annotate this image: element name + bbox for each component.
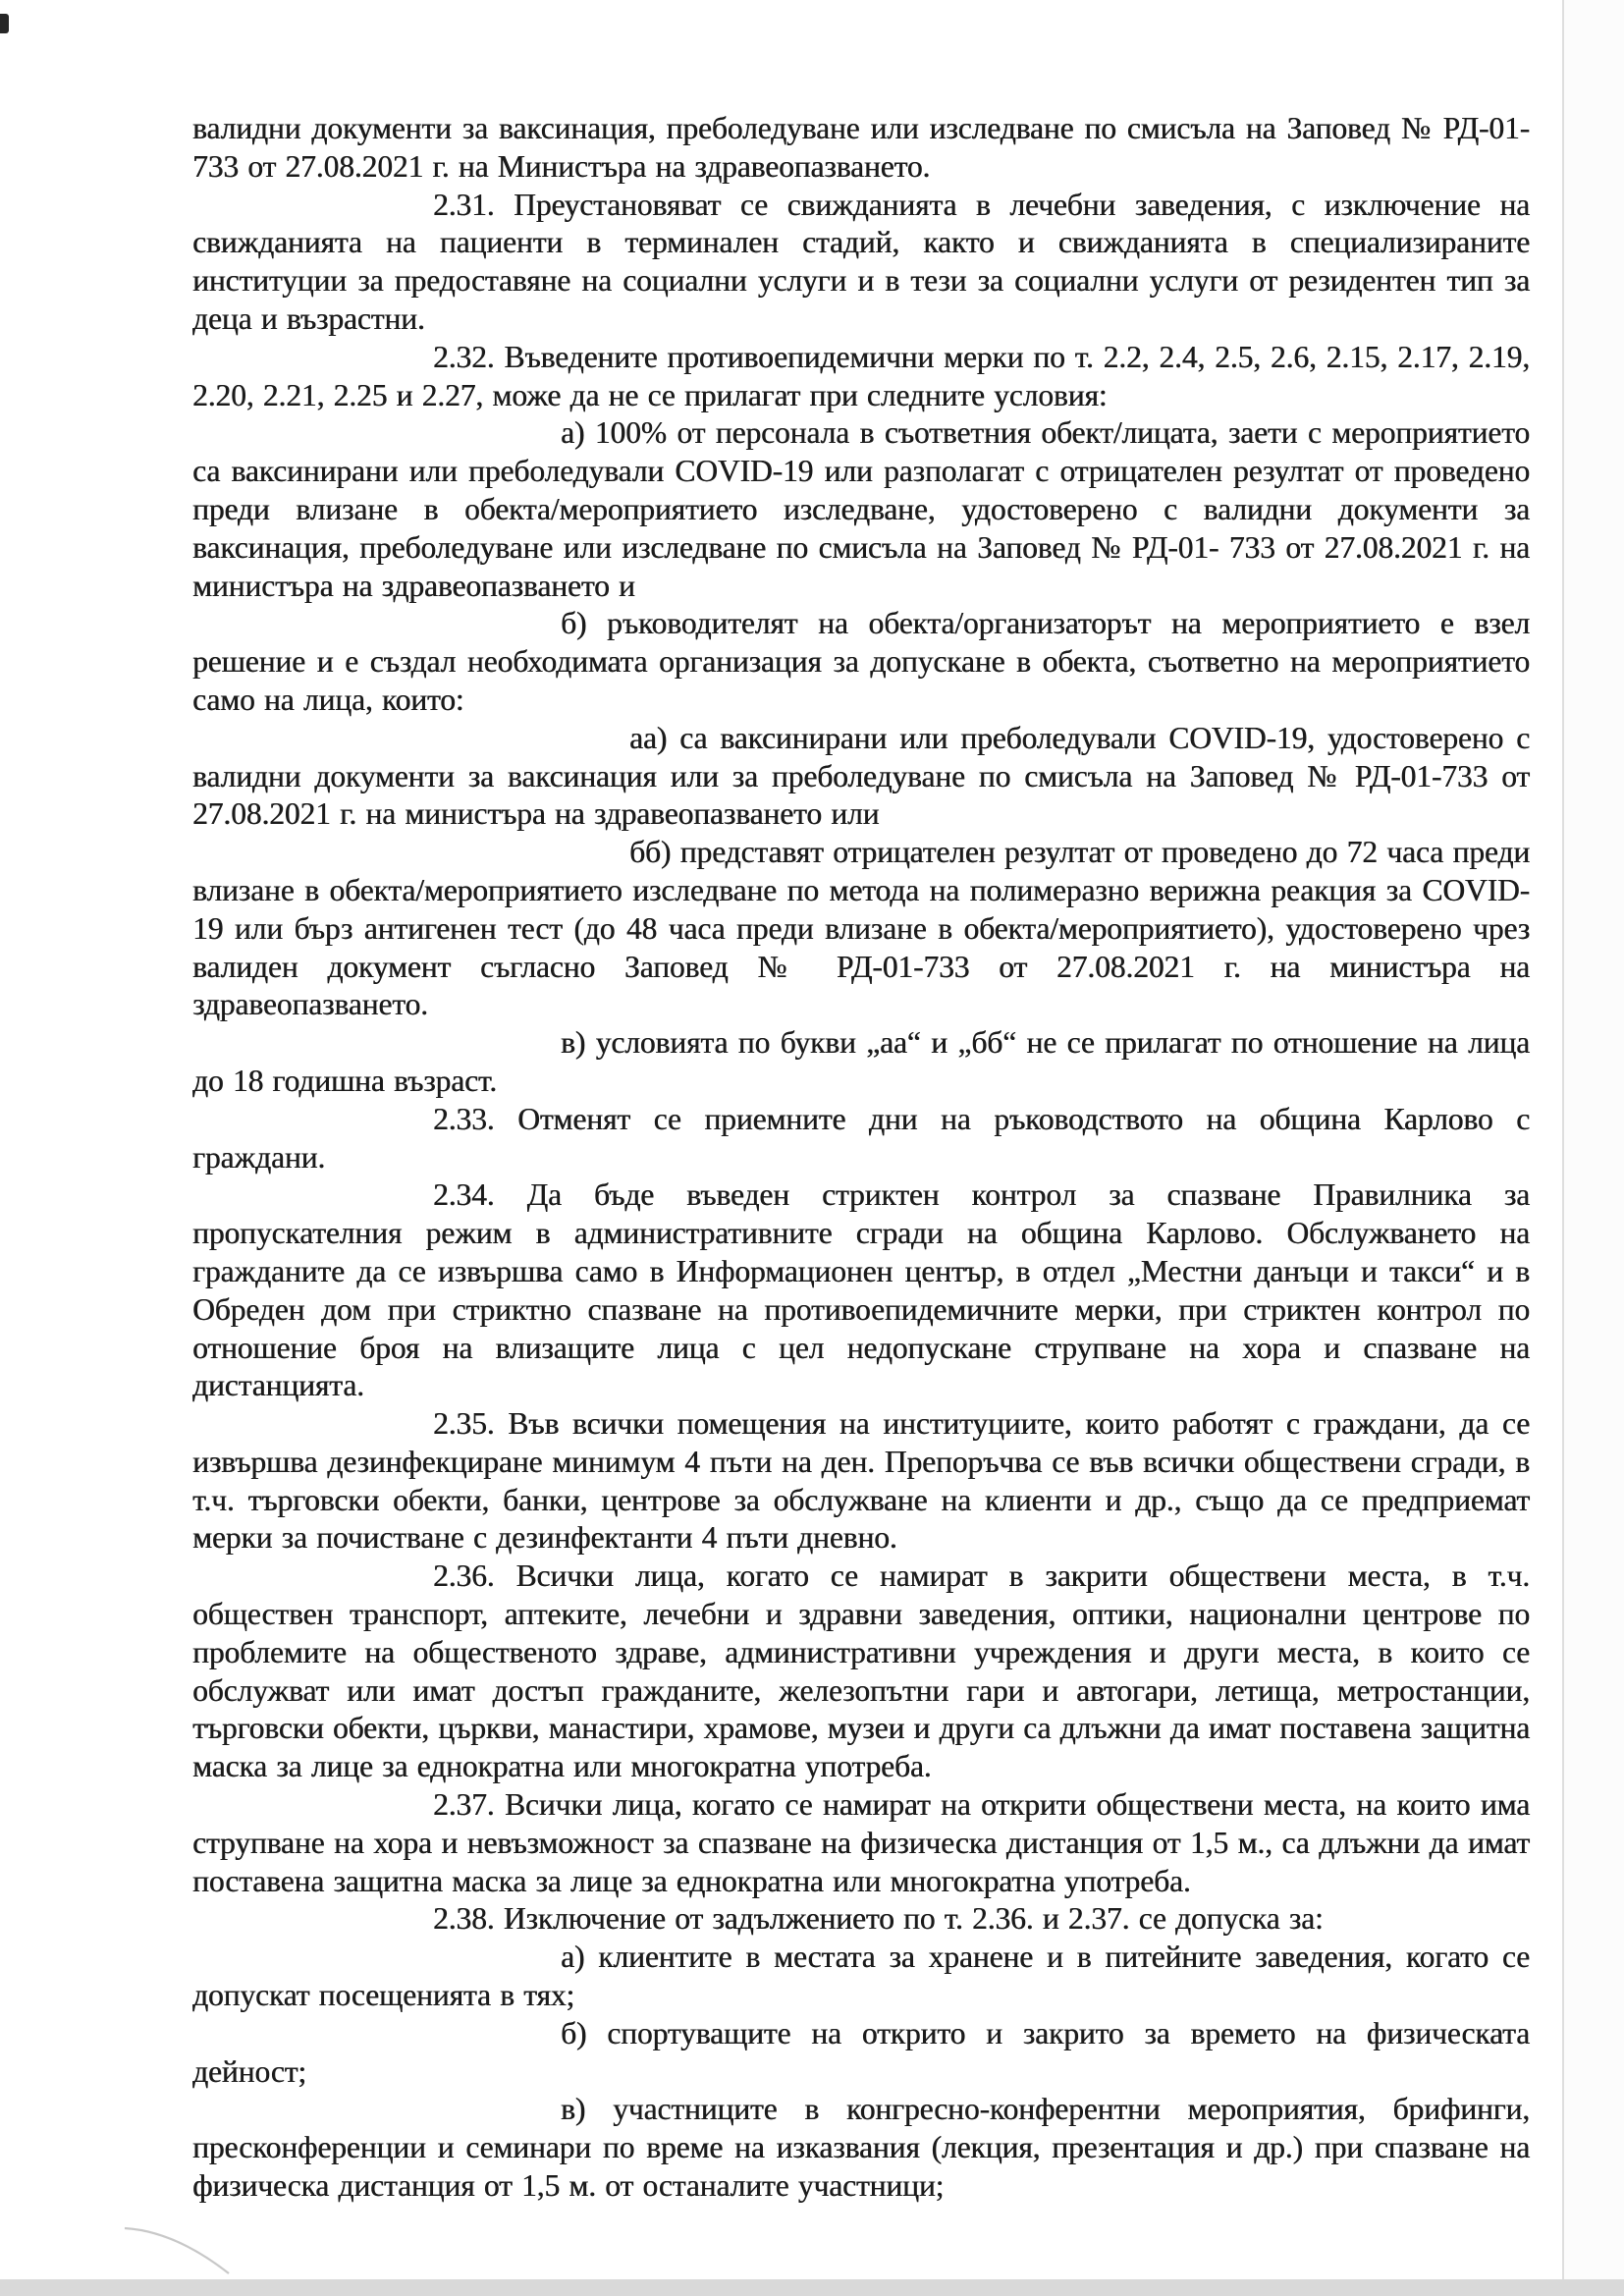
paragraph-2-32: 2.32. Въведените противоепидемични мерки по т. 2.2, 2.4, 2.5, 2.6, 2.15, 2.17, 2.19, 2.20, 2.21, 2.25 и 2.27, може да не се прилагат при следните условия: [192,339,1530,412]
paragraph-2-38-b: б) спортуващите на открито и закрито за времето на физическата дейност; [192,2015,1530,2089]
scan-speck [0,14,9,33]
paragraph-continuation: валидни документи за ваксинация, преболедуване или изследване по смисъла на Заповед № РД-01-733 от 27.08.2021 г. на Министъра на здравеопазването. [192,111,1530,184]
scanner-edge-band [0,2279,1624,2296]
scan-vertical-line [1562,0,1564,2296]
paragraph-2-38: 2.38. Изключение от задължението по т. 2.36. и 2.37. се допуска за: [433,1901,1324,1937]
paragraph-2-36: 2.36. Всички лица, когато се намират в закрити обществени места, в т.ч. обществен транспорт, аптеките, лечебни и здравни заведения, оптики, национални центрове по проблемите на общественото здраве, административни учреждения и други места, в които се обслужват или имат достъп гражданите, железопътни гари и автогари, летища, метростанции, търговски обекти, църкви, манастири, храмове, музеи и други са длъжни да имат поставена защитна маска за лице за еднократна или многократна употреба. [192,1558,1531,1784]
paragraph-2-32-b: б) ръководителят на обекта/организаторът на мероприятието е взел решение и е създал необходимата организация за допускане в обекта, съответно на мероприятието само на лица, които: [192,606,1530,717]
paragraph-2-37: 2.37. Всички лица, когато се намират на открити обществени места, на които има струпване на хора и невъзможност за спазване на физическа дистанция от 1,5 м., са длъжни да имат поставена защитна маска за лице за еднократна или многократна употреба. [192,1787,1530,1898]
paragraph-2-32-v: в) условията по букви „аа“ и „бб“ не се прилагат по отношение на лица до 18 годишна възраст. [192,1025,1530,1098]
paragraph-2-38-v: в) участниците в конгресно-конферентни мероприятия, брифинги, пресконференции и семинари по време на изказвания (лекция, презентация и др.) при спазване на физическа дистанция от 1,5 м. от останалите участници; [192,2092,1530,2204]
paragraph-2-31: 2.31. Преустановяват се свижданията в лечебни заведения, с изключение на свижданията на пациенти в терминален стадий, както и свижданията в специализираните институции за предоставяне на социални услуги и в тези за социални услуги от резидентен тип за деца и възрастни. [192,187,1530,336]
paragraph-2-32-bb: бб) представят отрицателен резултат от проведено до 72 часа преди влизане в обекта/мероприятието изследване по метода на полимеразно верижна реакция за COVID-19 или бърз антигенен тест (до 48 часа преди влизане в обекта/мероприятието), удостоверено чрез валиден документ съгласно Заповед № РД-01-733 от 27.08.2021 г. на министъра на здравеопазването. [192,835,1530,1022]
paragraph-2-32-aa: аа) са ваксинирани или преболедували COVID-19, удостоверено с валидни документи за ваксинация или за преболедуване по смисъла на Заповед № РД-01-733 от 27.08.2021 г. на министъра на здравеопазването или [192,720,1530,832]
paragraph-2-33: 2.33. Отменят се приемните дни на ръководството на община Карлово с граждани. [192,1101,1530,1175]
paragraph-2-32-a: а) 100% от персонала в съответния обект/лицата, заети с мероприятието са ваксинирани или преболедували COVID-19 или разполагат с отрицателен резултат от проведено преди влизане в обекта/мероприятието изследване, удостоверено с валидни документи за ваксинация, преболедуване или изследване по смисъла на Заповед № РД-01- 733 от 27.08.2021 г. на министъра на здравеопазването и [192,415,1530,603]
paragraph-2-35: 2.35. Във всички помещения на институциите, които работят с граждани, да се извършва дезинфекциране минимум 4 пъти на ден. Препоръчва се във всички обществени сгради, в т.ч. търговски обекти, банки, центрове за обслужване на клиенти и др., също да се предприемат мерки за почистване с дезинфектанти 4 пъти дневно. [192,1406,1530,1556]
document-text [192,110,1530,2206]
paragraph-2-38-a: а) клиентите в местата за хранене и в питейните заведения, когато се допускат посещенията в тях; [192,1940,1530,2013]
scan-edge-tint [1564,0,1624,2296]
paragraph-2-34: 2.34. Да бъде въведен стриктен контрол за спазване Правилника за пропускателния режим в административните сгради на община Карлово. Обслужването на гражданите да се извършва само в Информационен център, в отдел „Местни данъци и такси“ и в Обреден дом при стриктно спазване на противоепидемичните мерки, при стриктен контрол по отношение броя на влизащите лица с цел недопускане струпване на хора и спазване на дистанцията. [192,1177,1530,1403]
